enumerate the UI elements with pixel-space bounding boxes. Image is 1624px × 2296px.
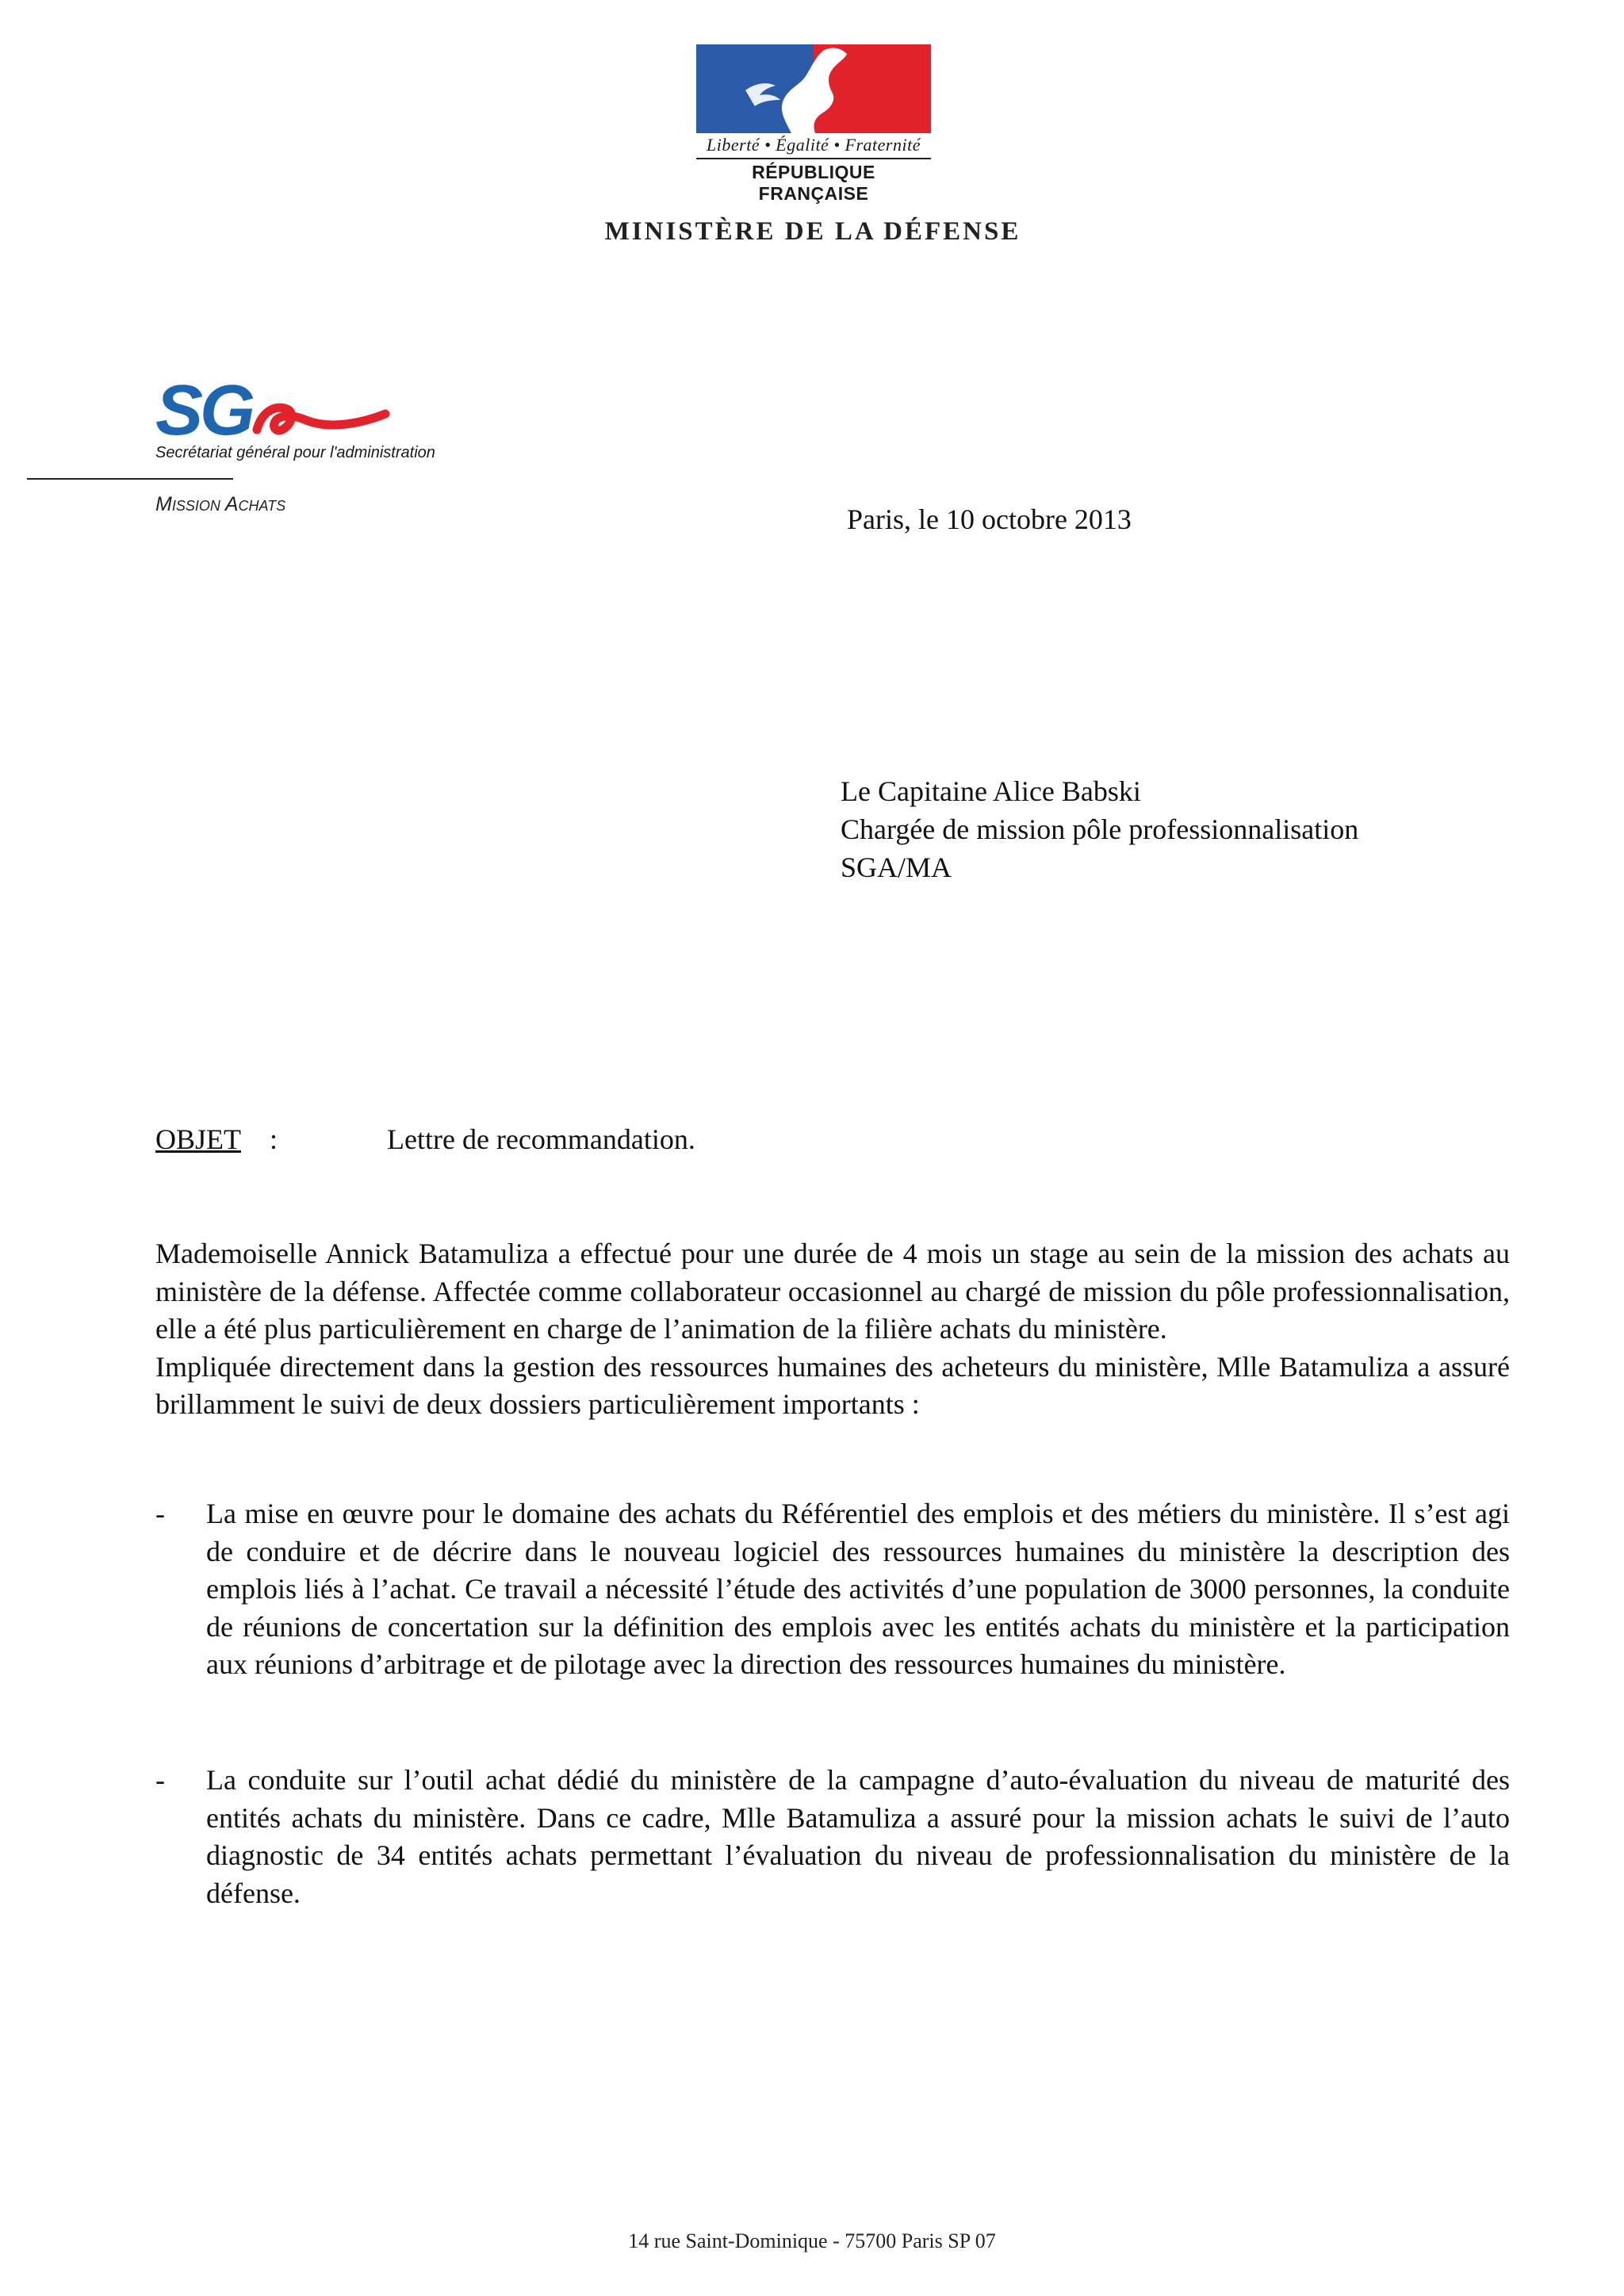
sga-subtitle: Secrétariat général pour l'administration bbox=[155, 444, 435, 461]
paragraph: Impliquée directement dans la gestion des ressources humaines des acheteurs du ministère, Mlle Batamuliza a assuré brillamment le suivi de deux dossiers particulièrement importants : bbox=[155, 1350, 1510, 1420]
motto-divider bbox=[696, 158, 931, 159]
republic-name: RÉPUBLIQUE FRANÇAISE bbox=[752, 162, 875, 204]
republic-motto: Liberté • Égalité • Fraternité bbox=[707, 135, 921, 155]
paragraph: Mademoiselle Annick Batamuliza a effectué pour une durée de 4 mois un stage au sein de la mission des achats au ministère de la défense. Affectée comme collaborateur occasionnel au chargé de mission du pôle professionnalisation, elle a été plus particulièrement en charge de l’animation de la filière achats du ministère. bbox=[155, 1238, 1510, 1345]
recipient-unit: SGA/MA bbox=[841, 851, 952, 883]
objet-label: OBJET bbox=[155, 1123, 241, 1155]
bullet-text: La conduite sur l’outil achat dédié du ministère de la campagne d’auto-évaluation du niveau de maturité des entités achats du ministère. Dans ce cadre, Mlle Batamuliza a assuré pour la mission achats le suivi de l’auto diagnostic de 34 entités achats permettant l’évaluation du niveau de professionnalisation du ministère de la défense. bbox=[206, 1764, 1510, 1909]
ministry-title: MINISTÈRE DE LA DÉFENSE bbox=[604, 217, 1021, 246]
recipient-title: Chargée de mission pôle professionnalisation bbox=[841, 813, 1359, 845]
bullet-item bbox=[155, 1495, 1510, 1684]
letter-date: Paris, le 10 octobre 2013 bbox=[847, 503, 1132, 535]
recipient-block bbox=[841, 772, 1358, 886]
bullet-item bbox=[155, 1762, 1510, 1912]
recipient-name: Le Capitaine Alice Babski bbox=[841, 775, 1141, 807]
bullet-marker: - bbox=[155, 1764, 165, 1796]
department-name: Mission Achats bbox=[155, 493, 286, 515]
sga-divider bbox=[27, 478, 233, 480]
footer-address: 14 rue Saint-Dominique - 75700 Paris SP 07 bbox=[628, 2229, 996, 2252]
objet-text: Lettre de recommandation. bbox=[387, 1123, 695, 1155]
svg-text:SG: SG bbox=[155, 371, 253, 447]
bullet-marker: - bbox=[155, 1498, 165, 1529]
objet-colon: : bbox=[270, 1123, 278, 1155]
sga-logo bbox=[155, 368, 393, 447]
bullet-text: La mise en œuvre pour le domaine des achats du Référentiel des emplois et des métiers du ministère. Il s’est agi de conduire et de décrire dans le nouveau logiciel des ressources humaines du ministère la description des emplois liés à l’achat. Ce travail a nécessité l’étude des activités d’une population de 3000 personnes, la conduite de réunions de concertation sur la définition des emplois avec les entités achats du ministère et la participation aux réunions d’arbitrage et de pilotage avec la direction des ressources humaines du ministère. bbox=[206, 1498, 1510, 1680]
marianne-profile-icon bbox=[696, 44, 931, 133]
marianne-logo bbox=[696, 44, 931, 133]
letter-body bbox=[155, 1235, 1510, 1424]
